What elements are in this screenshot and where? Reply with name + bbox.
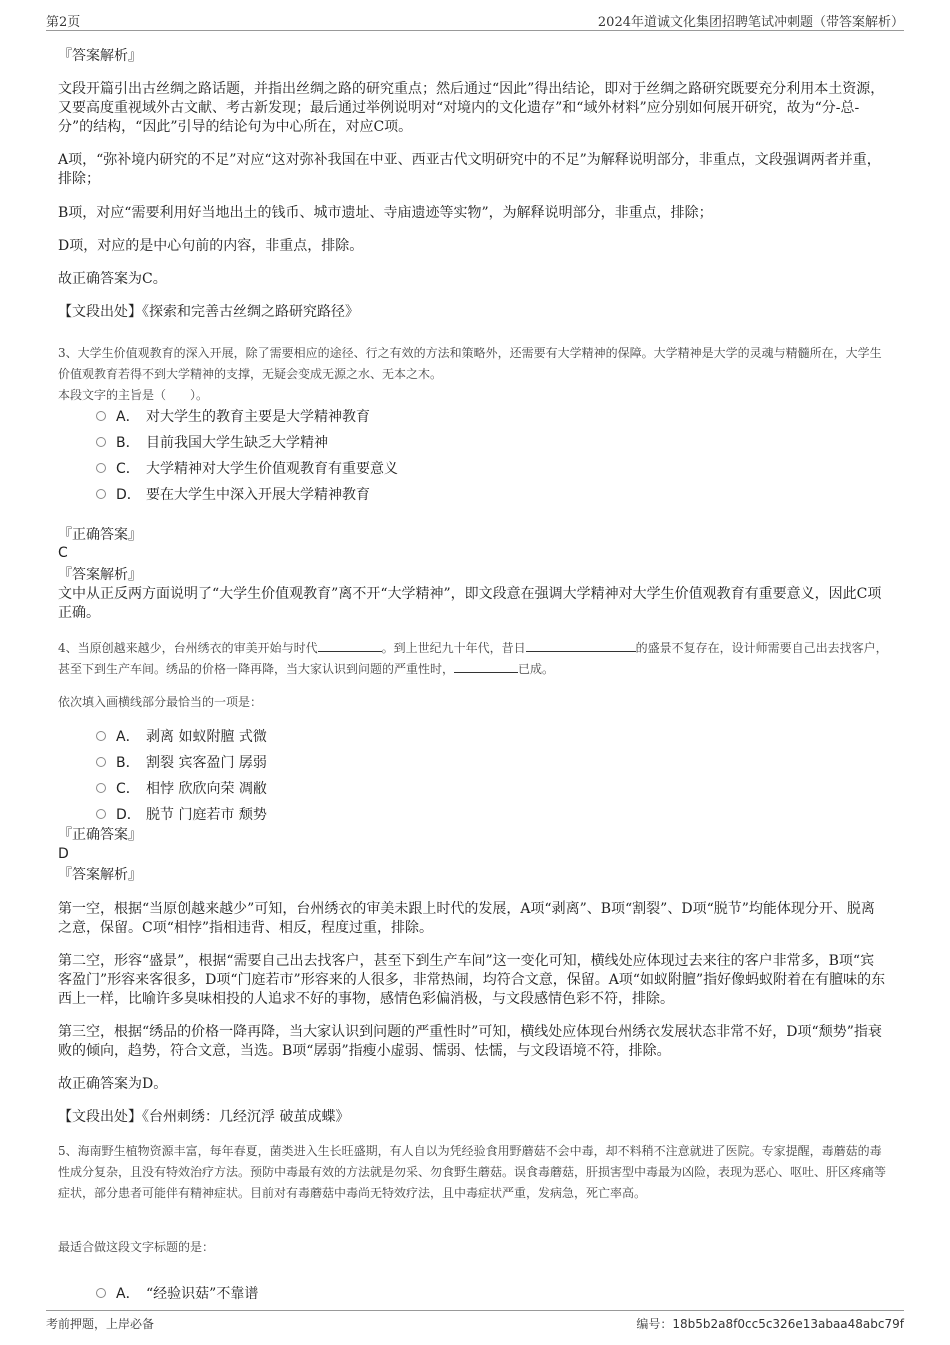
radio-icon[interactable]	[96, 757, 106, 767]
radio-icon[interactable]	[96, 809, 106, 819]
document-title: 2024年道诚文化集团招聘笔试冲刺题（带答案解析）	[597, 15, 904, 30]
q4-analysis-paragraph: 第三空，根据“绣品的价格一降再降，当大家认识到问题的严重性时”可知，横线处应体现台州绣衣发展状态非常不好，D项“颓势”指衰败的倾向，趋势，符合文意，当选。B项“孱弱”指瘦小虚弱、懦弱、怯懦，与文段语境不符，排除。	[58, 1024, 882, 1059]
q4-prompt: 依次填入画横线部分最恰当的一项是：	[58, 695, 263, 709]
q4-stem: 4、当原创越来越少，台州绣衣的审美开始与时代 。到上世纪九十年代，昔日 的盛景不复存在，设计师需要自己出去找客户，甚至下到生产车间。绣品的价格一降再降，当大家认识到问题的严重性时， 已成。	[58, 641, 888, 676]
q4-analysis-paragraph: 第一空，根据“当原创越来越少”可知，台州绣衣的审美未跟上时代的发展，A项“剥离”、B项“割裂”、D项“脱节”均能体现分开、脱离之意，保留。C项“相悖”指相违背、相反，程度过重，排除。	[58, 901, 875, 936]
q3-correct-answer: C	[58, 545, 68, 561]
q2-analysis-paragraph: A项，“弥补境内研究的不足”对应“这对弥补我国在中亚、西亚古代文明研究中的不足”为解释说明部分，非重点，文段强调两者并重，排除；	[58, 152, 881, 187]
q3-analysis: 文中从正反两方面说明了“大学生价值观教育”离不开“大学精神”，即文段意在强调大学精神对大学生价值观教育有重要意义，因此C项正确。	[58, 586, 882, 621]
blank-line	[454, 660, 518, 673]
radio-icon[interactable]	[96, 463, 106, 473]
radio-icon[interactable]	[96, 731, 106, 741]
footer-slogan: 考前押题，上岸必备	[46, 1317, 155, 1331]
page-footer	[46, 1310, 904, 1333]
q2-analysis-label: 『答案解析』	[58, 48, 142, 64]
page-number: 第2页	[46, 15, 81, 30]
q3-option-c[interactable]: C． 大学精神对大学生价值观教育有重要意义	[96, 455, 398, 481]
blank-line	[526, 639, 636, 652]
blank-line	[318, 639, 382, 652]
q4-option-d[interactable]: D． 脱节 门庭若市 颓势	[96, 801, 267, 827]
q4-option-b[interactable]: B． 割裂 宾客盈门 孱弱	[96, 749, 267, 775]
q3-options	[96, 403, 398, 507]
document-code: 编号：18b5b2a8f0cc5c326e13abaa48abc79f	[636, 1317, 904, 1331]
page-header	[46, 8, 904, 31]
q4-source: 【文段出处】《台州刺绣：几经沉浮 破茧成蝶》	[58, 1109, 350, 1125]
q4-correct-answer: D	[58, 846, 69, 862]
q3-correct-label: 『正确答案』	[58, 527, 142, 543]
q3-option-b[interactable]: B． 目前我国大学生缺乏大学精神	[96, 429, 398, 455]
q4-option-c[interactable]: C． 相悖 欣欣向荣 凋敝	[96, 775, 267, 801]
q4-option-a[interactable]: A． 剥离 如蚁附膻 式微	[96, 723, 267, 749]
q3-prompt: 本段文字的主旨是（ ）。	[58, 388, 209, 402]
q3-analysis-label: 『答案解析』	[58, 567, 142, 583]
q5-option-a[interactable]: A． “经验识菇”不靠谱	[96, 1280, 258, 1306]
q3-stem: 3、大学生价值观教育的深入开展，除了需要相应的途径、行之有效的方法和策略外，还需要有大学精神的保障。大学精神是大学的灵魂与精髓所在，大学生价值观教育若得不到大学精神的支撑，无疑会变成无源之水、无本之木。	[58, 346, 882, 381]
radio-icon[interactable]	[96, 489, 106, 499]
q5-options	[96, 1280, 258, 1306]
radio-icon[interactable]	[96, 783, 106, 793]
q2-analysis-paragraph: B项，对应“需要利用好当地出土的钱币、城市遗址、寺庙遗迹等实物”，为解释说明部分，非重点，排除；	[58, 205, 713, 221]
q4-analysis-label: 『答案解析』	[58, 867, 142, 883]
radio-icon[interactable]	[96, 1288, 106, 1298]
q2-analysis-paragraph: D项，对应的是中心句前的内容，非重点，排除。	[58, 238, 364, 254]
q5-stem: 5、海南野生植物资源丰富，每年春夏，菌类进入生长旺盛期，有人自以为凭经验食用野蘑菇不会中毒，却不料稍不注意就进了医院。专家提醒，毒蘑菇的毒性成分复杂，且没有特效治疗方法。预防中毒最有效的方法就是勿采、勿食野生蘑菇。误食毒蘑菇，肝损害型中毒最为凶险，表现为恶心、呕吐、肝区疼痛等症状，部分患者可能伴有精神症状。目前对有毒蘑菇中毒尚无特效疗法，且中毒症状严重，发病急，死亡率高。	[58, 1144, 887, 1200]
q5-prompt: 最适合做这段文字标题的是：	[58, 1240, 215, 1254]
q3-option-d[interactable]: D． 要在大学生中深入开展大学精神教育	[96, 481, 398, 507]
q2-conclusion: 故正确答案为C。	[58, 271, 167, 287]
q4-options	[96, 723, 267, 827]
q4-analysis-paragraph: 第二空，形容“盛景”，根据“需要自己出去找客户，甚至下到生产车间”这一变化可知，横线处应体现过去来往的客户非常多，B项“宾客盈门”形容来客很多，D项“门庭若市”形容来的人很多，非常热闹，均符合文意，保留。A项“如蚁附膻”指好像蚂蚁附着在有膻味的东西上一样，比喻许多臭味相投的人追求不好的事物，感情色彩偏消极，与文段感情色彩不符，排除。	[58, 953, 886, 1007]
radio-icon[interactable]	[96, 437, 106, 447]
q2-source: 【文段出处】《探索和完善古丝绸之路研究路径》	[58, 304, 359, 320]
radio-icon[interactable]	[96, 411, 106, 421]
q2-analysis-paragraph: 文段开篇引出古丝绸之路话题，并指出丝绸之路的研究重点；然后通过“因此”得出结论，即对于丝绸之路研究既要充分利用本土资源，又要高度重视域外古文献、考古新发现；最后通过举例说明对“对境内的文化遗存”和“域外材料”应分别如何展开研究，故为“分-总-分”的结构，“因此”引导的结论句为中心所在，对应C项。	[58, 81, 885, 135]
q4-conclusion: 故正确答案为D。	[58, 1076, 168, 1092]
q3-option-a[interactable]: A． 对大学生的教育主要是大学精神教育	[96, 403, 398, 429]
q4-correct-label: 『正确答案』	[58, 827, 142, 843]
